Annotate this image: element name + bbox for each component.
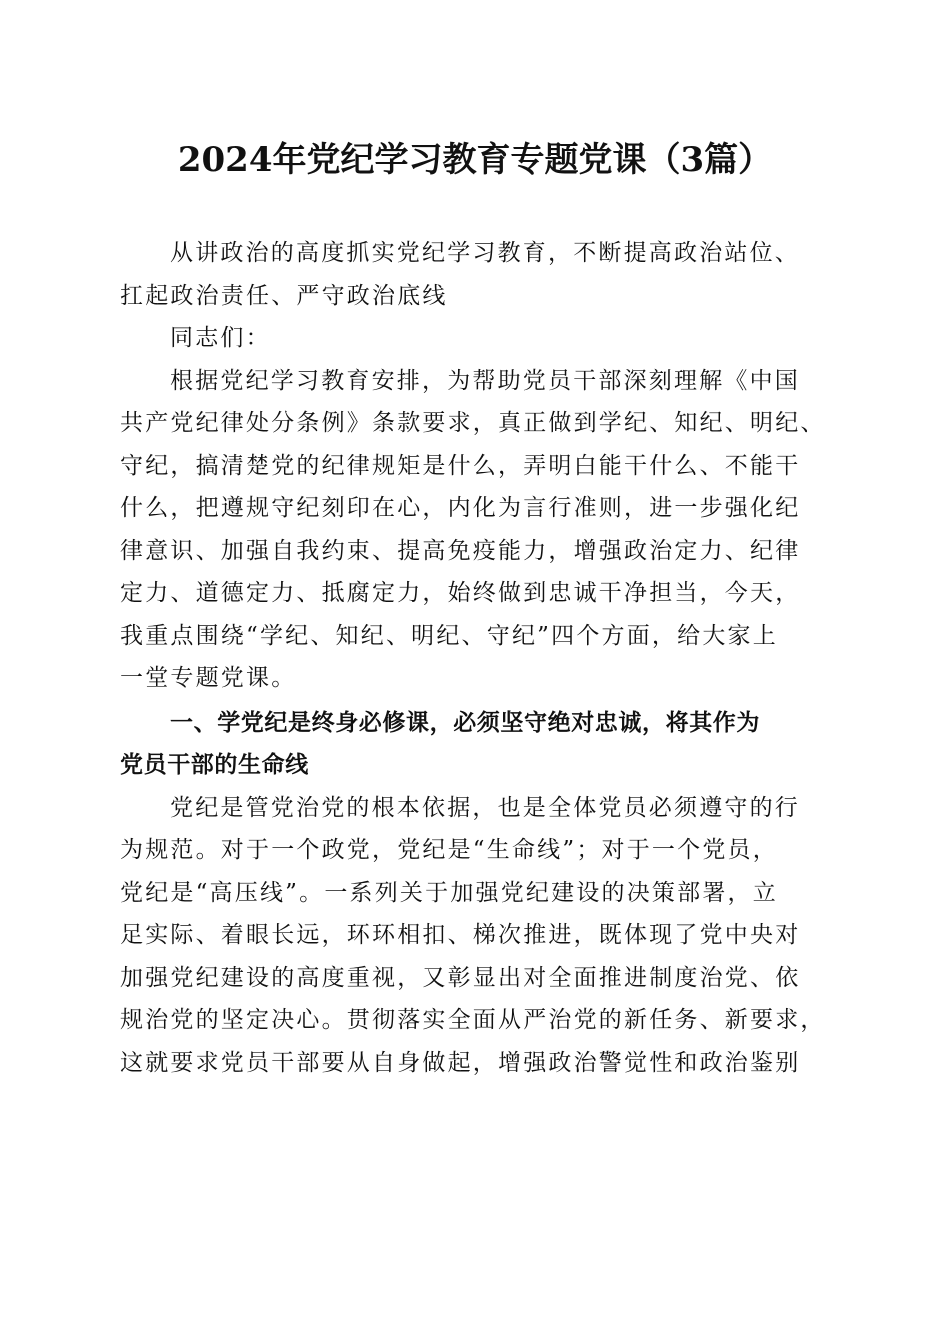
subtitle-line: 从讲政治的高度抓实党纪学习教育，不断提高政治站位、 bbox=[170, 240, 800, 266]
paragraph-line: 定力、道德定力、抵腐定力，始终做到忠诚干净担当，今天， bbox=[120, 580, 801, 606]
paragraph-line: 为规范。对于一个政党，党纪是“生命线”；对于一个党员， bbox=[120, 837, 778, 863]
paragraph-line: 一堂专题党课。 bbox=[120, 665, 297, 691]
section-heading-line: 党员干部的生命线 bbox=[120, 752, 309, 778]
document-body bbox=[120, 232, 838, 1084]
paragraph-line: 守纪，搞清楚党的纪律规矩是什么，弄明白能干什么、不能干 bbox=[120, 452, 801, 479]
paragraph-line: 规治党的坚定决心。贯彻落实全面从严治党的新任务、新要求， bbox=[120, 1007, 826, 1033]
paragraph-line: 足实际、着眼长远，环环相扣、梯次推进，既体现了党中央对 bbox=[120, 922, 801, 948]
document-title: 2024年党纪学习教育专题党课（3篇） bbox=[177, 140, 773, 180]
subtitle-line: 扛起政治责任、严守政治底线 bbox=[120, 282, 448, 309]
salutation-line: 同志们： bbox=[170, 325, 271, 351]
paragraph-line: 什么，把遵规守纪刻印在心，内化为言行准则，进一步强化纪 bbox=[120, 495, 801, 521]
paragraph-line: 律意识、加强自我约束、提高免疫能力，增强政治定力、纪律 bbox=[120, 537, 801, 564]
paragraph-line: 党纪是管党治党的根本依据，也是全体党员必须遵守的行 bbox=[170, 794, 800, 821]
paragraph-line: 共产党纪律处分条例》条款要求，真正做到学纪、知纪、明纪、 bbox=[120, 410, 826, 436]
paragraph-line: 加强党纪建设的高度重视，又彰显出对全面推进制度治党、依 bbox=[120, 964, 801, 991]
section-heading-line: 一、学党纪是终身必修课，必须坚守绝对忠诚，将其作为 bbox=[170, 709, 760, 736]
paragraph-line: 我重点围绕“学纪、知纪、明纪、守纪”四个方面，给大家上 bbox=[120, 622, 778, 649]
paragraph-line: 根据党纪学习教育安排，为帮助党员干部深刻理解《中国 bbox=[170, 367, 800, 394]
paragraph-line: 党纪是“高压线”。一系列关于加强党纪建设的决策部署，立 bbox=[120, 879, 778, 906]
paragraph-line: 这就要求党员干部要从自身做起，增强政治警觉性和政治鉴别 bbox=[120, 1049, 801, 1076]
